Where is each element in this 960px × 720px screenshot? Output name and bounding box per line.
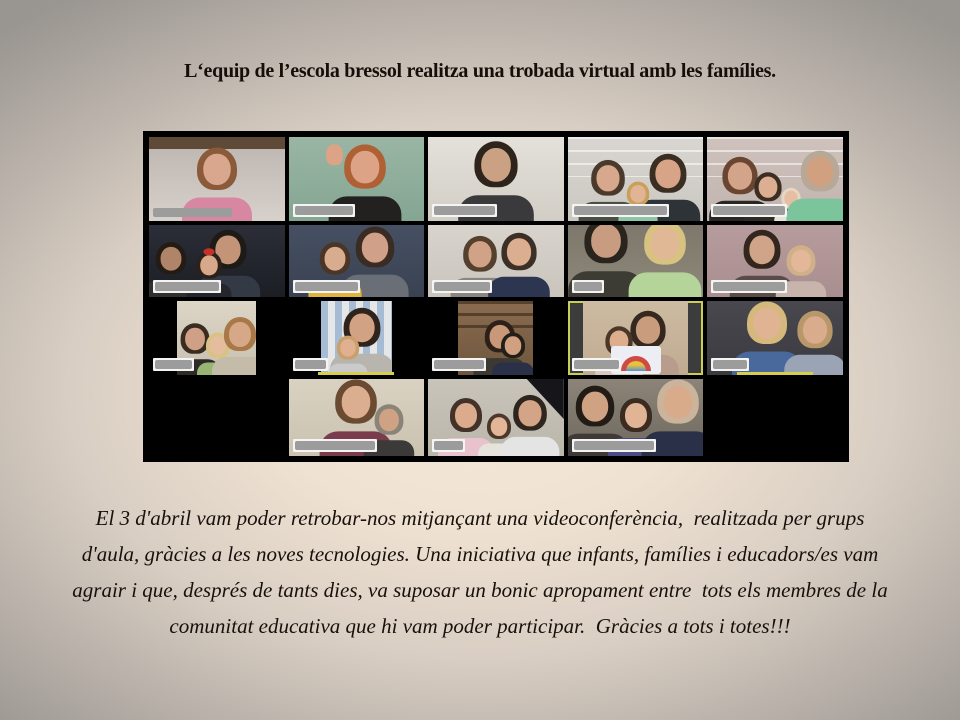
participant-name-label [153, 358, 194, 371]
face [324, 247, 345, 271]
blurred-name-bar [434, 441, 463, 450]
face [379, 409, 399, 432]
face [200, 255, 218, 275]
blurred-name-bar [155, 360, 192, 369]
participant-name-label [293, 204, 355, 217]
caption-line: comunitat educativa que hi vam poder participar. Gràcies a tots i totes!!! [169, 614, 791, 638]
person-silhouette [212, 317, 256, 375]
face [350, 151, 379, 184]
face [663, 386, 692, 419]
video-tile [289, 301, 425, 375]
face [507, 238, 531, 266]
blurred-name-bar [153, 208, 232, 217]
face [481, 148, 511, 182]
waving-hand [326, 144, 343, 165]
face [807, 157, 833, 187]
torso [212, 357, 256, 375]
torso [492, 363, 532, 376]
face [340, 339, 355, 357]
video-tile [428, 225, 564, 297]
face [753, 308, 781, 339]
face [505, 336, 522, 355]
blurred-name-bar [713, 206, 785, 215]
video-tile [568, 379, 704, 456]
person-silhouette [784, 311, 843, 375]
person-silhouette [500, 395, 559, 456]
participant-name-label [293, 280, 361, 293]
face [591, 225, 621, 258]
participant-name-label [432, 358, 486, 371]
caption-line: agrair i que, després de tants dies, va suposar un bonic apropament entre tots els membres de la [72, 578, 888, 602]
blurred-name-bar [295, 206, 353, 215]
participant-name-label [432, 280, 492, 293]
video-tile [149, 137, 285, 221]
video-tile [707, 301, 843, 375]
audio-indicator-bar [318, 372, 394, 375]
face [651, 227, 680, 260]
face [631, 185, 646, 203]
participant-name-label [153, 208, 232, 217]
participant-name-label [711, 204, 787, 217]
video-feed [321, 301, 392, 375]
video-tile [568, 301, 704, 375]
participant-name-label [572, 358, 621, 371]
participant-name-label [572, 280, 605, 293]
video-tile [707, 137, 843, 221]
video-tile [428, 301, 564, 375]
torso [629, 272, 702, 297]
video-tile [568, 225, 704, 297]
blurred-name-bar [574, 282, 603, 291]
slide-title: L‘equip de l’escola bressol realitza una trobada virtual amb les famílies. [184, 60, 776, 82]
video-tile [428, 137, 564, 221]
caption-line: El 3 d'abril vam poder retrobar-nos mitjançant una videoconferència, realitzada per grups [95, 506, 865, 530]
video-tile [428, 379, 564, 456]
participant-name-label [572, 439, 656, 452]
video-tile [289, 137, 425, 221]
face [791, 250, 811, 273]
audio-indicator-bar [737, 372, 813, 375]
video-tile [149, 301, 285, 375]
participant-name-label [432, 204, 497, 217]
participant-name-label [572, 204, 670, 217]
video-conference-image [143, 131, 849, 462]
hair-bow-icon [203, 248, 214, 255]
blurred-name-bar [574, 441, 654, 450]
blurred-name-bar [295, 360, 326, 369]
face [455, 403, 477, 428]
participant-name-label [293, 439, 377, 452]
person-silhouette [786, 151, 843, 221]
person-silhouette [492, 333, 532, 376]
caption-line: d'aula, gràcies a les noves tecnologies. Una iniciativa que infants, famílies i educadors/es vam [81, 542, 879, 566]
face [749, 235, 774, 264]
video-tile [149, 225, 285, 297]
face [229, 322, 251, 347]
face [802, 316, 826, 344]
participant-name-label [153, 280, 221, 293]
blurred-name-bar [574, 360, 619, 369]
video-tile [289, 225, 425, 297]
torso [786, 199, 843, 221]
video-tile [568, 137, 704, 221]
torso [488, 277, 550, 297]
slide-caption [0, 500, 960, 644]
blurred-name-bar [434, 360, 484, 369]
participant-name-label [293, 358, 328, 371]
face [160, 247, 181, 271]
blurred-name-bar [434, 282, 490, 291]
blurred-name-bar [295, 441, 375, 450]
blurred-name-bar [434, 206, 495, 215]
person-silhouette [488, 233, 550, 297]
face [655, 159, 680, 188]
blurred-name-bar [713, 360, 747, 369]
participant-name-label [711, 280, 787, 293]
participant-name-label [711, 358, 749, 371]
face [518, 400, 541, 426]
face [203, 154, 231, 185]
blurred-name-bar [155, 282, 219, 291]
face [362, 233, 388, 263]
video-tile [289, 379, 425, 456]
torso [500, 437, 559, 456]
participant-name-label [432, 439, 465, 452]
blurred-name-bar [574, 206, 668, 215]
face [582, 392, 608, 422]
person-silhouette [328, 336, 367, 375]
blurred-name-bar [713, 282, 785, 291]
blurred-name-bar [295, 282, 359, 291]
video-tile [707, 225, 843, 297]
person-silhouette [629, 225, 702, 297]
